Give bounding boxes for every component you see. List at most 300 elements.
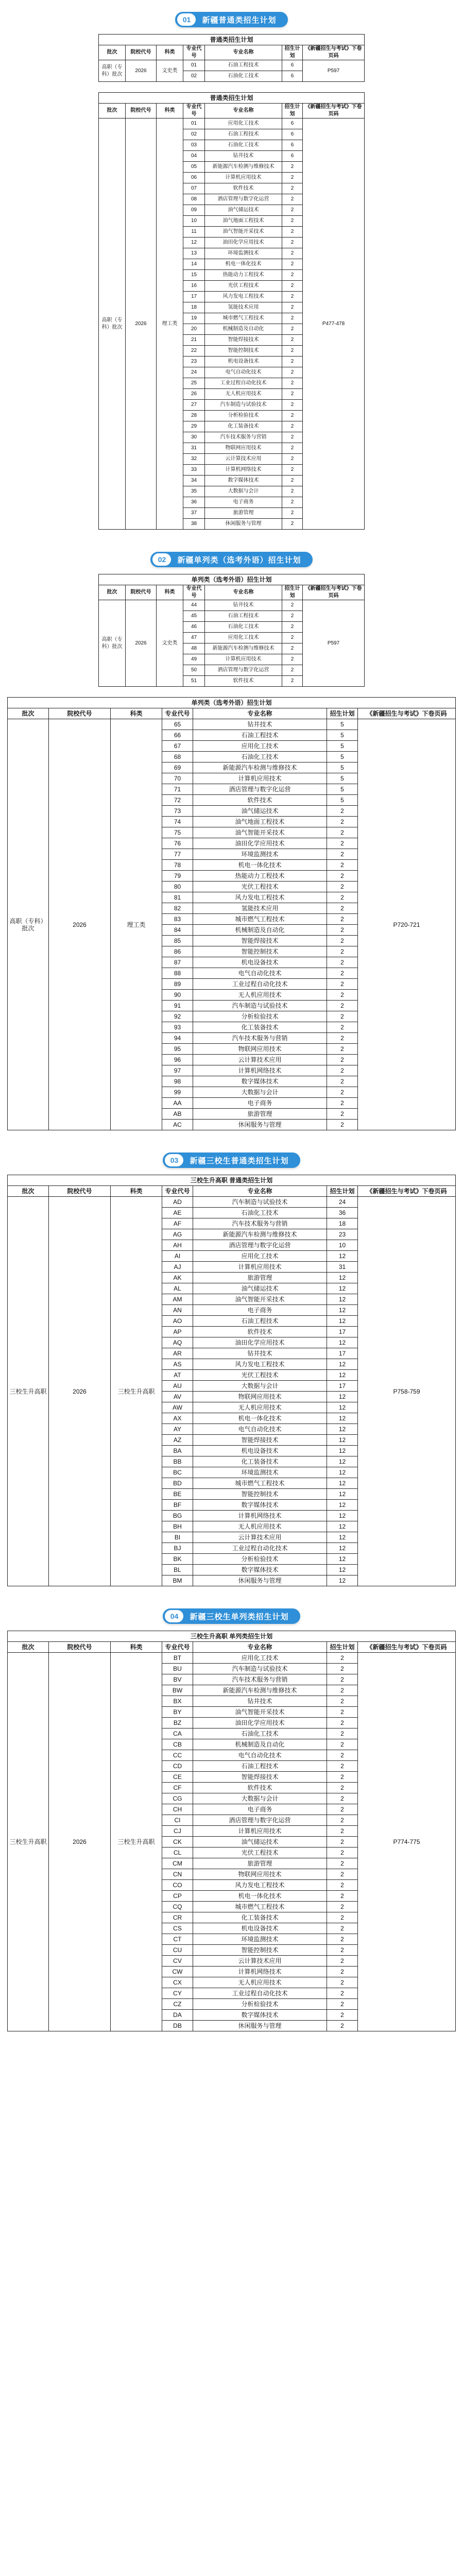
major-name-cell: 酒店管理与数字化运营 [193,1240,327,1251]
table-caption-row [99,574,365,585]
major-name-cell: 石油工程技术 [205,611,282,622]
major-code-cell: AO [162,1316,193,1327]
major-name-cell: 机电一体化技术 [193,1413,327,1424]
plan-count-cell: 12 [327,1273,358,1283]
table-header-row [99,585,365,600]
plan-count-cell: 2 [327,1858,358,1869]
plan-count-cell: 2 [282,676,303,687]
major-code-cell: CN [162,1869,193,1880]
major-code-cell: BE [162,1489,193,1500]
major-name-cell: 大数据与会计 [193,1087,327,1098]
spacer [0,82,463,92]
plan-count-cell: 5 [327,741,358,752]
major-name-cell: 无人机应用技术 [193,1521,327,1532]
major-code-cell: 16 [183,281,205,292]
plan-count-cell: 2 [327,914,358,925]
column-header: 专业代号 [183,104,205,118]
major-name-cell: 石油工程技术 [193,1316,327,1327]
plan-count-cell: 5 [327,719,358,730]
table-caption: 三校生升高职 单列类招生计划 [8,1631,456,1642]
major-code-cell: CP [162,1891,193,1902]
major-name-cell: 石油化工技术 [193,1208,327,1218]
column-header: 专业名称 [205,585,282,600]
major-name-cell: 酒店管理与数字化运营 [205,665,282,676]
plan-count-cell: 12 [327,1294,358,1305]
major-code-cell: CC [162,1750,193,1761]
plan-count-cell: 2 [282,600,303,611]
plan-count-cell: 2 [282,643,303,654]
plan-count-cell: 2 [282,476,303,486]
major-code-cell: 14 [183,259,205,270]
major-code-cell: AJ [162,1262,193,1273]
major-name-cell: 汽车技术服务与营销 [193,1218,327,1229]
major-code-cell: AF [162,1218,193,1229]
major-code-cell: CI [162,1815,193,1826]
major-code-cell: 20 [183,324,205,335]
major-code-cell: 91 [162,1001,193,1011]
major-name-cell: 光伏工程技术 [193,1370,327,1381]
plan-count-cell: 12 [327,1402,358,1413]
major-code-cell: 04 [183,151,205,162]
plan-count-cell: 12 [327,1554,358,1565]
plan-count-cell: 2 [327,1815,358,1826]
major-code-cell: AQ [162,1337,193,1348]
major-code-cell: 72 [162,795,193,806]
plan-count-cell: 2 [327,1033,358,1044]
table-row [99,600,365,611]
major-name-cell: 酒店管理与数字化运营 [193,1815,327,1826]
major-code-cell: 94 [162,1033,193,1044]
major-code-cell: CY [162,1988,193,1999]
major-code-cell: AS [162,1359,193,1370]
major-name-cell: 化工装备技术 [193,1912,327,1923]
column-header: 专业名称 [193,708,327,719]
major-code-cell: 97 [162,1065,193,1076]
column-header: 《新疆招生与考试》下卷页码 [358,1642,456,1653]
major-name-cell: 分析检验技术 [205,411,282,421]
major-code-cell: 06 [183,173,205,183]
major-name-cell: 钻井技术 [193,1696,327,1707]
major-code-cell: BH [162,1521,193,1532]
major-name-cell: 应用化工技术 [193,1251,327,1262]
major-name-cell: 工业过程自动化技术 [193,979,327,990]
major-name-cell: 物联网应用技术 [193,1869,327,1880]
major-code-cell: 02 [183,71,205,82]
major-name-cell: 计算机网络技术 [193,1967,327,1977]
major-code-cell: 09 [183,205,205,216]
table-caption-row [8,1631,456,1642]
major-name-cell: 环境监测技术 [193,849,327,860]
plan-count-cell: 12 [327,1316,358,1327]
major-name-cell: 化工装备技术 [193,1022,327,1033]
major-name-cell: 智能控制技术 [193,946,327,957]
plan-count-cell: 6 [282,129,303,140]
plan-count-cell: 2 [327,1065,358,1076]
major-code-cell: 86 [162,946,193,957]
page-ref-cell: P720-721 [358,719,456,1130]
major-name-cell: 软件技术 [193,1783,327,1793]
section-header [0,1150,463,1171]
column-header: 专业名称 [193,1186,327,1197]
plan-count-cell: 2 [282,205,303,216]
major-code-cell: 03 [183,140,205,151]
spacer [0,530,463,540]
plan-count-cell: 2 [282,400,303,411]
major-code-cell: 33 [183,465,205,476]
major-code-cell: 47 [183,633,205,643]
table-header-row [99,104,365,118]
major-code-cell: CG [162,1793,193,1804]
plan-count-cell: 2 [327,1664,358,1674]
plan-count-cell: 6 [282,118,303,129]
major-code-cell: 18 [183,302,205,313]
major-code-cell: CX [162,1977,193,1988]
plan-count-cell: 24 [327,1197,358,1208]
table-caption: 单列类（选考外语）招生计划 [8,698,456,708]
major-name-cell: 油气智能开采技术 [193,827,327,838]
major-name-cell: 软件技术 [193,795,327,806]
plan-count-cell: 2 [327,1696,358,1707]
major-code-cell: 96 [162,1055,193,1065]
major-name-cell: 电气自动化技术 [193,1750,327,1761]
major-code-cell: DB [162,2021,193,2031]
major-code-cell: 32 [183,454,205,465]
plan-count-cell: 2 [327,1967,358,1977]
plan-count-cell: 2 [327,1761,358,1772]
major-name-cell: 汽车制造与试验技术 [193,1664,327,1674]
major-code-cell: 92 [162,1011,193,1022]
plan-count-cell: 2 [327,1685,358,1696]
category-cell: 三校生升高职 [111,1197,162,1586]
plan-count-cell: 2 [327,1999,358,2010]
column-header: 专业名称 [205,45,282,60]
plan-table [7,1631,456,2031]
major-name-cell: 油气地面工程技术 [193,817,327,827]
major-code-cell: 38 [183,519,205,530]
plan-count-cell: 2 [327,1098,358,1109]
major-name-cell: 休闲服务与管理 [193,1575,327,1586]
plan-count-cell: 2 [282,238,303,248]
major-name-cell: 汽车技术服务与营销 [193,1674,327,1685]
section-number: 03 [165,1154,183,1166]
major-name-cell: 旅游管理 [193,1858,327,1869]
plan-count-cell: 12 [327,1500,358,1511]
major-name-cell: 石油化工技术 [193,1728,327,1739]
major-code-cell: 79 [162,871,193,882]
plan-count-cell: 2 [327,936,358,946]
plan-count-cell: 12 [327,1251,358,1262]
section-number: 04 [165,1610,183,1622]
major-name-cell: 智能焊接技术 [193,1772,327,1783]
major-code-cell: BG [162,1511,193,1521]
plan-count-cell: 2 [327,817,358,827]
major-name-cell: 智能焊接技术 [193,1435,327,1446]
batch-cell: 高职（专科）批次 [8,719,49,1130]
major-code-cell: CL [162,1848,193,1858]
plan-count-cell: 2 [327,925,358,936]
plan-count-cell: 2 [282,313,303,324]
major-code-cell: 23 [183,357,205,367]
major-name-cell: 机电设备技术 [193,1446,327,1456]
plan-count-cell: 6 [282,151,303,162]
major-code-cell: 69 [162,762,193,773]
major-code-cell: 88 [162,968,193,979]
table-caption: 普通类招生计划 [99,35,365,45]
major-name-cell: 分析检验技术 [193,1999,327,2010]
plan-count-cell: 2 [327,892,358,903]
major-name-cell: 风力发电工程技术 [193,1880,327,1891]
plan-count-cell: 2 [327,1956,358,1967]
plan-count-cell: 2 [327,1923,358,1934]
plan-table [7,697,456,1130]
plan-count-cell: 2 [327,1109,358,1120]
major-code-cell: 51 [183,676,205,687]
major-code-cell: 95 [162,1044,193,1055]
major-name-cell: 油气智能开采技术 [193,1707,327,1718]
page-ref-cell: P597 [303,600,365,687]
major-code-cell: AR [162,1348,193,1359]
major-name-cell: 新能源汽车检测与维修技术 [205,162,282,173]
plan-count-cell: 2 [327,882,358,892]
major-name-cell: 电子商务 [193,1098,327,1109]
major-name-cell: 机电一体化技术 [193,1891,327,1902]
plan-count-cell: 6 [282,71,303,82]
plan-count-cell: 2 [282,259,303,270]
major-code-cell: BK [162,1554,193,1565]
plan-count-cell: 2 [327,903,358,914]
plan-count-cell: 12 [327,1565,358,1575]
table-header-row [8,708,456,719]
major-name-cell: 钻井技术 [205,600,282,611]
school-code-cell: 2026 [126,118,157,530]
major-code-cell: AT [162,1370,193,1381]
major-code-cell: 85 [162,936,193,946]
major-name-cell: 分析检验技术 [193,1011,327,1022]
section-badge [175,12,287,27]
major-name-cell: 应用化工技术 [193,741,327,752]
plan-count-cell: 17 [327,1348,358,1359]
column-header: 专业代号 [183,45,205,60]
major-code-cell: 01 [183,118,205,129]
major-name-cell: 新能源汽车检测与维修技术 [193,762,327,773]
major-name-cell: 无人机应用技术 [193,990,327,1001]
major-code-cell: 45 [183,611,205,622]
major-name-cell: 工业过程自动化技术 [193,1543,327,1554]
major-name-cell: 休闲服务与管理 [193,1120,327,1130]
plan-count-cell: 12 [327,1456,358,1467]
school-code-cell: 2026 [49,1197,111,1586]
column-header: 招生计划 [282,104,303,118]
major-name-cell: 应用化工技术 [193,1653,327,1664]
major-name-cell: 云计算技术应用 [193,1055,327,1065]
major-name-cell: 休闲服务与管理 [205,519,282,530]
major-name-cell: 光伏工程技术 [193,1848,327,1858]
major-name-cell: 电子商务 [193,1804,327,1815]
major-name-cell: 数字媒体技术 [193,1565,327,1575]
plan-count-cell: 12 [327,1489,358,1500]
section-title: 新疆普通类招生计划 [202,15,277,25]
category-cell: 理工类 [111,719,162,1130]
major-code-cell: 82 [162,903,193,914]
plan-count-cell: 12 [327,1413,358,1424]
major-name-cell: 石油工程技术 [193,730,327,741]
major-code-cell: 26 [183,389,205,400]
major-code-cell: 77 [162,849,193,860]
column-header: 批次 [8,708,49,719]
major-name-cell: 数字媒体技术 [193,1500,327,1511]
major-name-cell: 汽车制造与试验技术 [193,1197,327,1208]
major-name-cell: 机电设备技术 [193,1923,327,1934]
major-name-cell: 计算机应用技术 [205,173,282,183]
major-name-cell: 工业过程自动化技术 [193,1988,327,1999]
major-name-cell: 应用化工技术 [205,633,282,643]
plan-count-cell: 12 [327,1283,358,1294]
column-header: 专业代号 [162,1186,193,1197]
plan-count-cell: 5 [327,730,358,741]
plan-count-cell: 2 [282,486,303,497]
major-code-cell: AE [162,1208,193,1218]
major-name-cell: 油气储运技术 [193,806,327,817]
major-code-cell: 98 [162,1076,193,1087]
major-code-cell: 49 [183,654,205,665]
major-code-cell: BX [162,1696,193,1707]
major-name-cell: 化工装备技术 [205,421,282,432]
batch-cell: 高职（专科）批次 [99,60,126,82]
major-name-cell: 休闲服务与管理 [193,2021,327,2031]
section-badge [163,1608,300,1624]
major-code-cell: AH [162,1240,193,1251]
section-title: 新疆三校生单列类招生计划 [190,1612,289,1621]
column-header: 院校代号 [126,585,157,600]
plan-count-cell: 2 [327,1087,358,1098]
major-name-cell: 城市燃气工程技术 [193,1478,327,1489]
major-name-cell: 油田化学应用技术 [193,1718,327,1728]
major-code-cell: 29 [183,421,205,432]
plan-count-cell: 12 [327,1392,358,1402]
major-name-cell: 热能动力工程技术 [193,871,327,882]
major-name-cell: 氢能技术应用 [193,903,327,914]
major-code-cell: 08 [183,194,205,205]
table-row [99,118,365,129]
category-cell: 文史类 [157,600,183,687]
major-code-cell: 22 [183,346,205,357]
plan-count-cell: 2 [282,281,303,292]
plan-count-cell: 17 [327,1381,358,1392]
plan-count-cell: 2 [327,968,358,979]
major-name-cell: 云计算技术应用 [193,1532,327,1543]
major-code-cell: 05 [183,162,205,173]
column-header: 招生计划 [327,708,358,719]
plan-count-cell: 2 [327,1120,358,1130]
section-number: 01 [177,13,196,26]
plan-count-cell: 2 [327,1653,358,1664]
school-code-cell: 2026 [126,600,157,687]
plan-count-cell: 12 [327,1467,358,1478]
table-caption: 三校生升高职 普通类招生计划 [8,1175,456,1186]
column-header: 专业代号 [162,1642,193,1653]
plan-count-cell: 2 [327,1934,358,1945]
major-name-cell: 氢能技术应用 [205,302,282,313]
plan-count-cell: 2 [282,216,303,227]
major-name-cell: 智能控制技术 [193,1489,327,1500]
major-code-cell: 10 [183,216,205,227]
page-ref-cell: P774-775 [358,1653,456,2031]
major-code-cell: BM [162,1575,193,1586]
category-cell: 三校生升高职 [111,1653,162,2031]
major-code-cell: AW [162,1402,193,1413]
plan-count-cell: 2 [282,270,303,281]
major-name-cell: 风力发电工程技术 [193,1359,327,1370]
plan-count-cell: 12 [327,1359,358,1370]
plan-count-cell: 2 [327,1022,358,1033]
plan-count-cell: 2 [282,367,303,378]
major-name-cell: 智能焊接技术 [205,335,282,346]
major-code-cell: CH [162,1804,193,1815]
major-name-cell: 旅游管理 [193,1109,327,1120]
major-name-cell: 新能源汽车检测与维修技术 [205,643,282,654]
major-name-cell: 油田化学应用技术 [205,238,282,248]
column-header: 《新疆招生与考试》下卷页码 [358,708,456,719]
major-name-cell: 智能焊接技术 [193,936,327,946]
plan-count-cell: 5 [327,795,358,806]
major-name-cell: 电气自动化技术 [193,1424,327,1435]
major-code-cell: 83 [162,914,193,925]
major-code-cell: 50 [183,665,205,676]
column-header: 《新疆招生与考试》下卷页码 [303,585,365,600]
plan-count-cell: 12 [327,1446,358,1456]
plan-count-cell: 2 [327,1707,358,1718]
column-header: 批次 [99,45,126,60]
table-row [99,60,365,71]
major-code-cell: CU [162,1945,193,1956]
major-name-cell: 大数据与会计 [193,1381,327,1392]
major-code-cell: 44 [183,600,205,611]
plan-count-cell: 2 [282,162,303,173]
major-name-cell: 机械制造及自动化 [193,1739,327,1750]
major-name-cell: 热能动力工程技术 [205,270,282,281]
major-name-cell: 计算机网络技术 [193,1065,327,1076]
table-row [8,719,456,730]
major-code-cell: BB [162,1456,193,1467]
plan-count-cell: 2 [327,1848,358,1858]
major-code-cell: 28 [183,411,205,421]
major-name-cell: 风力发电工程技术 [193,892,327,903]
major-name-cell: 新能源汽车检测与维修技术 [193,1685,327,1696]
column-header: 专业名称 [205,104,282,118]
page-ref-cell: P477-478 [303,118,365,530]
major-code-cell: 36 [183,497,205,508]
major-code-cell: 19 [183,313,205,324]
major-name-cell: 环境监测技术 [193,1934,327,1945]
major-code-cell: BL [162,1565,193,1575]
major-name-cell: 工业过程自动化技术 [205,378,282,389]
major-code-cell: 12 [183,238,205,248]
table-row [8,1653,456,1664]
major-name-cell: 石油工程技术 [193,1761,327,1772]
major-code-cell: AZ [162,1435,193,1446]
table-caption-row [8,698,456,708]
plan-count-cell: 2 [327,979,358,990]
major-name-cell: 电气自动化技术 [193,968,327,979]
major-name-cell: 机电一体化技术 [193,860,327,871]
major-code-cell: BW [162,1685,193,1696]
major-name-cell: 环境监测技术 [193,1467,327,1478]
major-name-cell: 机械制造及自动化 [205,324,282,335]
spacer [0,2031,463,2042]
major-code-cell: 02 [183,129,205,140]
section-title: 新疆三校生普通类招生计划 [190,1156,289,1165]
major-code-cell: AX [162,1413,193,1424]
